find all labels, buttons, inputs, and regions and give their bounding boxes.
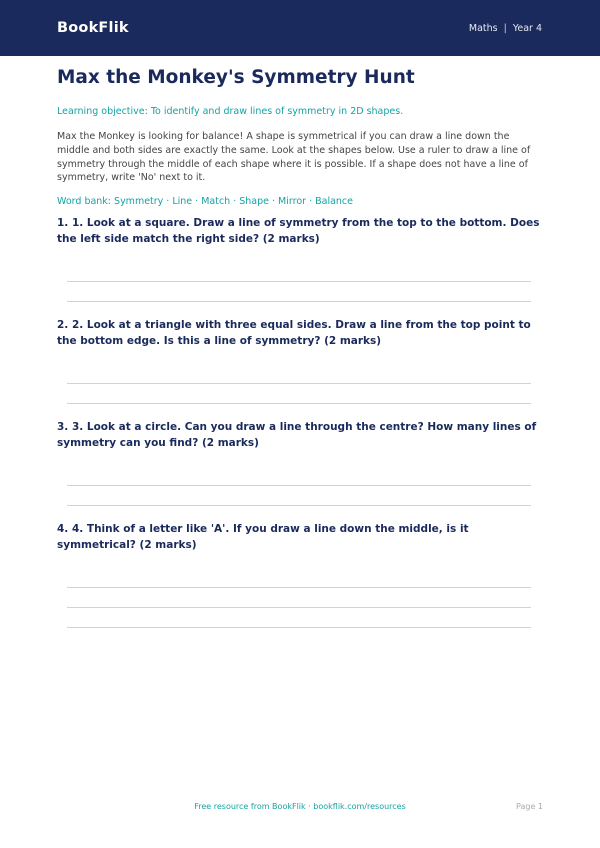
header-meta (469, 23, 542, 34)
answer-area[interactable] (67, 383, 531, 404)
answer-area[interactable] (67, 587, 531, 628)
intro-paragraph: Max the Monkey is looking for balance! A shape is symmetrical if you can draw a line down the middle and both sides are exactly the same. Look at the shapes below. Use a ruler to draw a line of symmetry through the middle of each shape where it is possible. If a shape does not have a line of symmetry, write 'No' next to it. (57, 131, 531, 184)
page-footer (57, 802, 543, 814)
question-text: 3. 3. Look at a circle. Can you draw a line through the centre? How many lines of symmetry can you find? (2 marks) (57, 421, 537, 449)
page-number: Page 1 (516, 802, 543, 811)
question-3 (57, 420, 543, 525)
worksheet-intro (57, 56, 543, 208)
word-bank: Word bank: Symmetry · Line · Match · Shape · Mirror · Balance (57, 196, 353, 208)
question-text: 4. 4. Think of a letter like 'A'. If you draw a line down the middle, is it symmetrical? (2 marks) (57, 523, 469, 551)
question-1 (57, 216, 543, 321)
answer-line[interactable] (67, 403, 531, 404)
question-4 (57, 522, 543, 647)
subject-label: Maths (468, 22, 498, 34)
answer-line[interactable] (67, 505, 531, 506)
brand-logo: BookFlik (57, 20, 129, 36)
question-2 (57, 318, 543, 423)
answer-area[interactable] (67, 281, 531, 302)
worksheet-title: Max the Monkey's Symmetry Hunt (57, 67, 415, 88)
answer-line[interactable] (67, 607, 531, 608)
page-header (0, 0, 600, 56)
question-text: 2. 2. Look at a triangle with three equal sides. Draw a line from the top point to the bottom edge. Is this a line of symmetry? (2 marks) (57, 319, 531, 347)
meta-separator: | (503, 22, 507, 34)
year-label: Year 4 (512, 22, 542, 34)
answer-line[interactable] (67, 383, 531, 384)
answer-area[interactable] (67, 485, 531, 506)
answer-line[interactable] (67, 281, 531, 282)
answer-line[interactable] (67, 627, 531, 628)
learning-objective: Learning objective: To identify and draw lines of symmetry in 2D shapes. (57, 106, 404, 117)
footer-source-link[interactable]: Free resource from BookFlik · bookflik.com/resources (194, 802, 406, 811)
question-text: 1. 1. Look at a square. Draw a line of symmetry from the top to the bottom. Does the left side match the right side? (2 marks) (57, 217, 540, 245)
answer-line[interactable] (67, 301, 531, 302)
answer-line[interactable] (67, 587, 531, 588)
answer-line[interactable] (67, 485, 531, 486)
